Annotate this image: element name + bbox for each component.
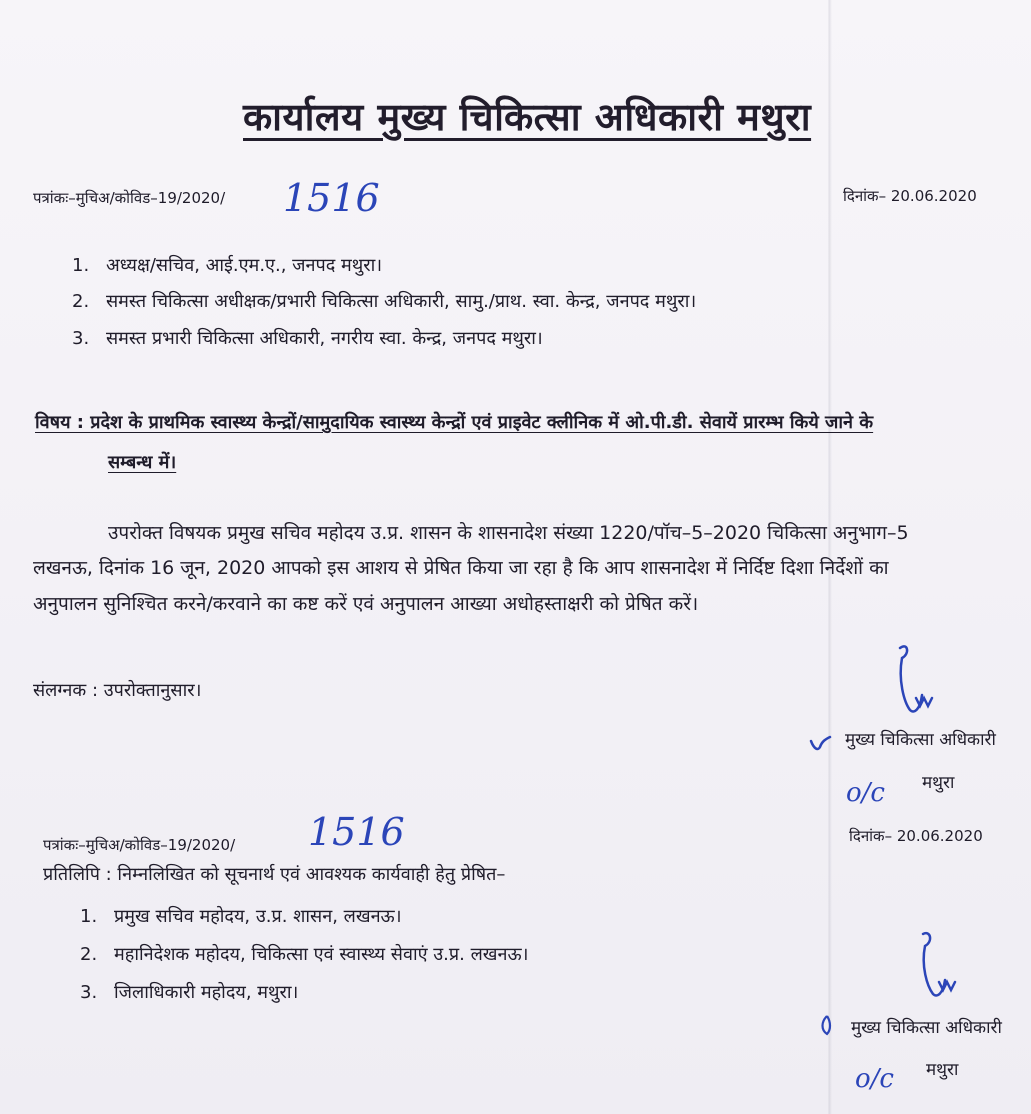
letter-date: दिनांक– 20.06.2020: [843, 187, 977, 205]
signatory-place: मथुरा: [926, 1060, 959, 1080]
signature-mark: [905, 928, 975, 1013]
copy-recipient-item: 1. प्रमुख सचिव महोदय, उ.प्र. शासन, लखनऊ।: [80, 906, 402, 927]
handwritten-reference-number: 1516: [283, 176, 380, 220]
subject-line: विषय : प्रदेश के प्राथमिक स्वास्थ्य केन्द्रों/सामुदायिक स्वास्थ्य केन्द्रों एवं प्राइवेट क्लीनिक में ओ.पी.डी. सेवायें प्रारम्भ किये जाने के: [35, 412, 874, 433]
enclosure-note: संलग्नक : उपरोक्तानुसार।: [33, 680, 202, 701]
body-paragraph-line: लखनऊ, दिनांक 16 जून, 2020 आपको इस आशय से प्रेषित किया जा रहा है कि आप शासनादेश में निर्दिष्ट दिशा निर्देशों का: [33, 557, 889, 579]
reference-number-label: पत्रांकः–मुचिअ/कोविड–19/2020/: [33, 189, 226, 207]
body-paragraph-line: उपरोक्त विषयक प्रमुख सचिव महोदय उ.प्र. शासन के शासनादेश संख्या 1220/पॉच–5–2020 चिकित्सा अनुभाग–5: [108, 522, 909, 544]
signatory-place: मथुरा: [922, 773, 955, 793]
copy-recipient-item: 2. महानिदेशक महोदय, चिकित्सा एवं स्वास्थ्य सेवाएं उ.प्र. लखनऊ।: [80, 944, 529, 965]
tick-mark: [818, 1014, 836, 1036]
signature-mark: [880, 640, 950, 730]
recipient-item: 3. समस्त प्रभारी चिकित्सा अधिकारी, नगरीय स्वा. केन्द्र, जनपद मथुरा।: [72, 328, 543, 349]
subject-line-continued: सम्बन्ध में।: [108, 452, 177, 473]
copy-heading: प्रतिलिपि : निम्नलिखित को सूचनार्थ एवं आवश्यक कार्यवाही हेतु प्रेषित–: [43, 864, 506, 885]
handwritten-annotation: o/c: [846, 778, 885, 808]
recipient-item: 1. अध्यक्ष/सचिव, आई.एम.ए., जनपद मथुरा।: [72, 255, 383, 276]
recipient-item: 2. समस्त चिकित्सा अधीक्षक/प्रभारी चिकित्सा अधिकारी, सामु./प्राथ. स्वा. केन्द्र, जनपद मथुरा।: [72, 291, 697, 312]
reference-number-label: पत्रांकः–मुचिअ/कोविड–19/2020/: [43, 836, 236, 854]
handwritten-annotation: o/c: [855, 1064, 894, 1094]
office-title: कार्यालय मुख्य चिकित्सा अधिकारी मथुरा: [243, 95, 812, 139]
handwritten-reference-number: 1516: [308, 810, 405, 854]
signatory-designation: मुख्य चिकित्सा अधिकारी: [851, 1018, 1002, 1038]
copy-date: दिनांक– 20.06.2020: [849, 827, 983, 845]
tick-mark: [808, 735, 832, 755]
copy-recipient-item: 3. जिलाधिकारी महोदय, मथुरा।: [80, 982, 299, 1003]
body-paragraph-line: अनुपालन सुनिश्चित करने/करवाने का कष्ट करें एवं अनुपालन आख्या अधोहस्ताक्षरी को प्रेषित करें।: [33, 593, 699, 615]
signatory-designation: मुख्य चिकित्सा अधिकारी: [845, 730, 996, 750]
